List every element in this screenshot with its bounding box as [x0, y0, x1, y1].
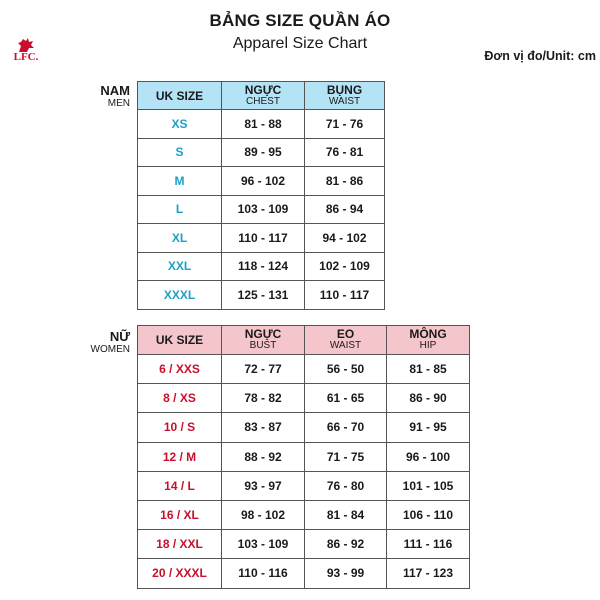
table-row [138, 500, 470, 529]
men-header-chest [222, 82, 305, 110]
men-label: NAM [100, 83, 130, 98]
women-size-cell: 14 / L [138, 471, 222, 500]
table-row [138, 281, 385, 310]
men-size-cell: S [138, 138, 222, 167]
men-waist-cell: 81 - 86 [305, 167, 385, 196]
women-bust-cell: 103 - 109 [222, 530, 305, 559]
women-hip-cell: 91 - 95 [387, 413, 470, 442]
women-header-waist-label: EO [336, 327, 355, 341]
women-bust-cell: 93 - 97 [222, 471, 305, 500]
men-size-cell: M [138, 167, 222, 196]
men-chest-cell: 110 - 117 [222, 224, 305, 253]
women-hip-cell: 81 - 85 [387, 355, 470, 384]
men-size-cell: XXXL [138, 281, 222, 310]
women-waist-cell: 86 - 92 [305, 530, 387, 559]
women-waist-cell: 61 - 65 [305, 384, 387, 413]
women-bust-cell: 88 - 92 [222, 442, 305, 471]
women-label: NỮ [109, 329, 130, 344]
table-row [138, 530, 470, 559]
men-chest-cell: 125 - 131 [222, 281, 305, 310]
men-header-waist [305, 82, 385, 110]
men-header-waist-en: WAIST [328, 95, 361, 107]
men-header-row [138, 82, 385, 110]
women-header-hip-en: HIP [419, 340, 437, 351]
logo-text: LFC. [13, 51, 39, 63]
women-size-cell: 20 / XXXL [138, 559, 222, 588]
women-header-bust-label: NGỰC [244, 327, 282, 341]
table-row [138, 559, 470, 588]
men-chest-cell: 81 - 88 [222, 110, 305, 139]
men-size-cell: XS [138, 110, 222, 139]
women-bust-cell: 78 - 82 [222, 384, 305, 413]
men-waist-cell: 86 - 94 [305, 195, 385, 224]
women-header-hip-label: MÔNG [409, 327, 447, 341]
women-hip-cell: 101 - 105 [387, 471, 470, 500]
page-subtitle: Apparel Size Chart [232, 35, 368, 52]
women-label-en: WOMEN [90, 344, 130, 355]
women-header-size-label: UK SIZE [155, 333, 204, 347]
women-header-row [138, 326, 470, 355]
women-hip-cell: 106 - 110 [387, 500, 470, 529]
women-size-cell: 10 / S [138, 413, 222, 442]
women-waist-cell: 71 - 75 [305, 442, 387, 471]
women-size-table [137, 325, 470, 589]
men-waist-cell: 94 - 102 [305, 224, 385, 253]
women-size-cell: 18 / XXL [138, 530, 222, 559]
table-row [138, 252, 385, 281]
women-size-cell: 6 / XXS [138, 355, 222, 384]
women-bust-cell: 98 - 102 [222, 500, 305, 529]
men-chest-cell: 89 - 95 [222, 138, 305, 167]
men-section-label [60, 83, 130, 110]
men-header-size-label: UK SIZE [155, 88, 204, 103]
women-hip-cell: 96 - 100 [387, 442, 470, 471]
men-header-waist-label: BỤNG [326, 82, 363, 97]
men-size-cell: XL [138, 224, 222, 253]
men-chest-cell: 103 - 109 [222, 195, 305, 224]
women-waist-cell: 93 - 99 [305, 559, 387, 588]
table-row [138, 110, 385, 139]
women-bust-cell: 72 - 77 [222, 355, 305, 384]
women-hip-cell: 117 - 123 [387, 559, 470, 588]
women-header-hip [387, 326, 470, 355]
men-label-en: MEN [107, 98, 130, 109]
women-waist-cell: 66 - 70 [305, 413, 387, 442]
women-header-bust [222, 326, 305, 355]
men-waist-cell: 76 - 81 [305, 138, 385, 167]
women-header-size [138, 326, 222, 355]
men-header-size [138, 82, 222, 110]
table-row [138, 471, 470, 500]
women-bust-cell: 110 - 116 [222, 559, 305, 588]
table-row [138, 355, 470, 384]
men-waist-cell: 71 - 76 [305, 110, 385, 139]
men-header-chest-en: CHEST [246, 95, 280, 107]
women-size-cell: 8 / XS [138, 384, 222, 413]
table-row [138, 224, 385, 253]
men-chest-cell: 118 - 124 [222, 252, 305, 281]
women-section-label [60, 329, 130, 356]
unit-note: Đơn vị đo/Unit: cm [484, 49, 596, 63]
women-header-bust-en: BUST [249, 340, 277, 351]
women-size-cell: 12 / M [138, 442, 222, 471]
table-row [138, 138, 385, 167]
women-size-cell: 16 / XL [138, 500, 222, 529]
men-size-table [137, 81, 385, 310]
women-hip-cell: 86 - 90 [387, 384, 470, 413]
page-title: BẢNG SIZE QUẦN ÁO [209, 11, 391, 30]
women-waist-cell: 81 - 84 [305, 500, 387, 529]
women-header-waist [305, 326, 387, 355]
table-row [138, 167, 385, 196]
men-waist-cell: 102 - 109 [305, 252, 385, 281]
women-hip-cell: 111 - 116 [387, 530, 470, 559]
women-header-waist-en: WAIST [329, 340, 362, 351]
women-waist-cell: 56 - 50 [305, 355, 387, 384]
table-row [138, 413, 470, 442]
men-waist-cell: 110 - 117 [305, 281, 385, 310]
men-chest-cell: 96 - 102 [222, 167, 305, 196]
men-size-cell: XXL [138, 252, 222, 281]
table-row [138, 442, 470, 471]
table-row [138, 195, 385, 224]
women-waist-cell: 76 - 80 [305, 471, 387, 500]
men-size-cell: L [138, 195, 222, 224]
table-row [138, 384, 470, 413]
men-header-chest-label: NGỰC [244, 82, 282, 97]
women-bust-cell: 83 - 87 [222, 413, 305, 442]
